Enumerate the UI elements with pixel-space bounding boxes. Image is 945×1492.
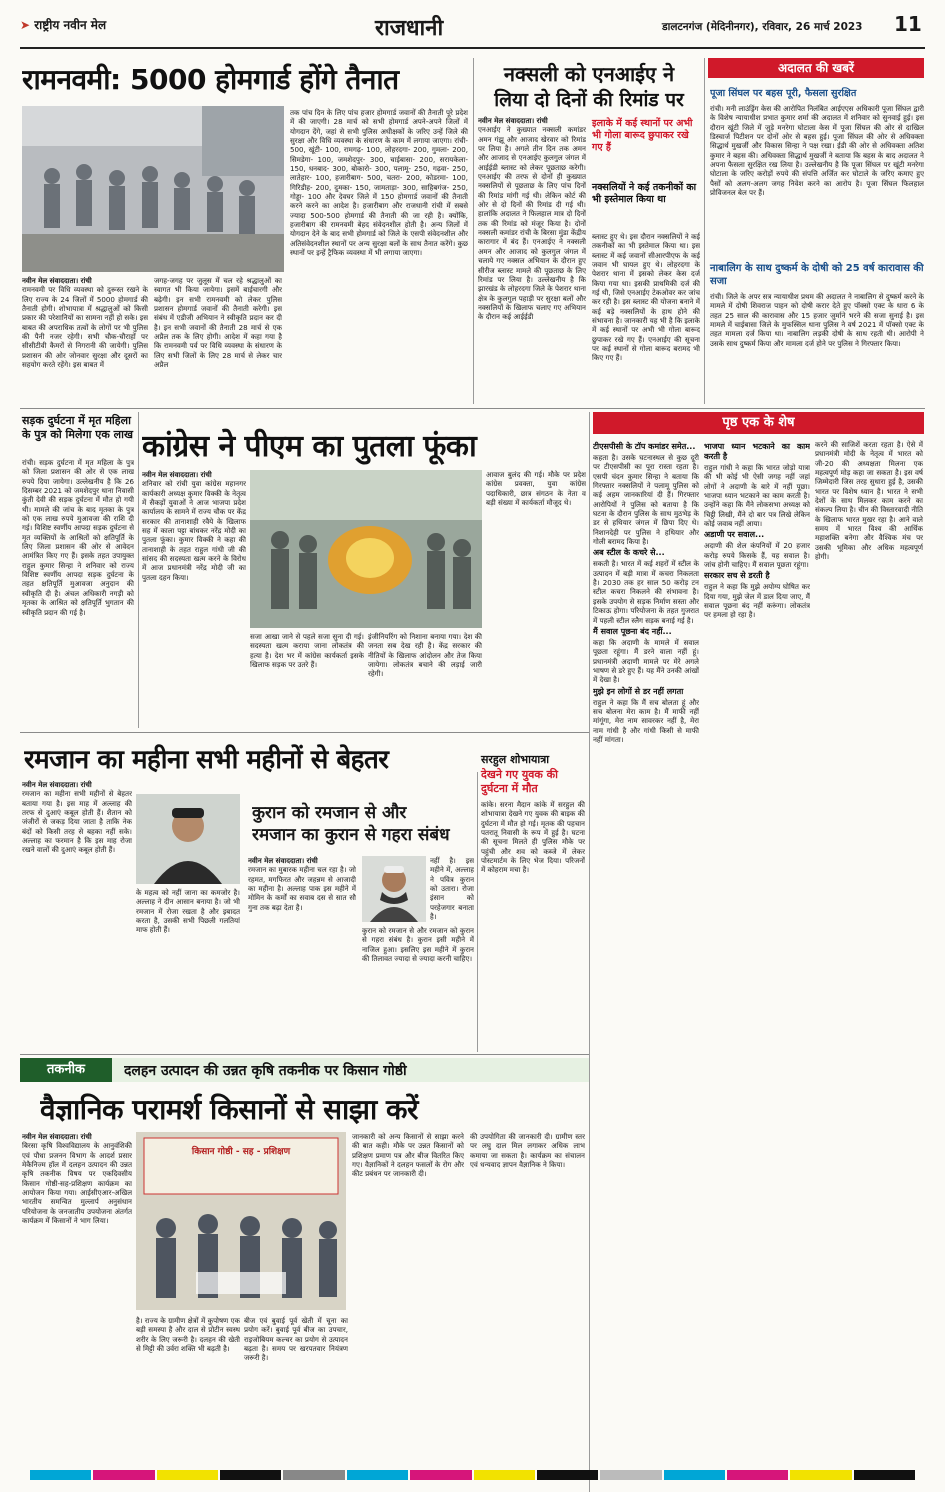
swatch-magenta [727, 1470, 788, 1480]
agri-byline: नवीन मेल संवाददाता। रांची [22, 1132, 92, 1141]
divider [20, 1054, 589, 1055]
ramzan-headline: रमजान का महीना सभी महीनों से बेहतर [24, 745, 389, 775]
agri-col1-text: बिरसा कृषि विश्वविद्यालय के आनुवंशिकी एवं पौधा प्रजनन विभाग के आदर्श प्रसार मेकैनिज्म हॉल में दलहन उत्पादन की उन्नत कृषि तकनीक विषय पर एकदिवसीय किसान गोष्ठी-सह-प्रशिक्षण कार्यक्रम का आयोजन किया गया। आईसीएआर-अखिल भारतीय समन्वित मुल्लार्प अनुसंधान परियोजना के जनजातीय उपयोजना अंतर्गत कार्यक्रम में किसानों ने भाग लिया। [22, 1141, 132, 1226]
bird-logo-icon: ➤ [20, 18, 31, 32]
swatch-black [220, 1470, 281, 1480]
ramzan-sub-byline: नवीन मेल संवाददाता। रांची [248, 856, 318, 865]
carryover-col2-title2: अडाणी पर सवाल... [704, 530, 765, 540]
carryover-col2b-text: अदाणी की शेल कंपनियों में 20 हजार करोड़ रुपये किसके हैं, यह सवाल है। जांच होनी चाहिए। मैं सवाल पूछता रहूंगा। [704, 541, 810, 570]
carryover-col1-title2: अब स्टील के कचरे से... [593, 548, 665, 558]
ramzan-cleric-photo [136, 794, 240, 884]
carryover-section-header [593, 412, 924, 434]
carryover-col2 [704, 440, 810, 1464]
agri-tag-text: तकनीक [47, 1062, 85, 1077]
agri-col5: की उपयोगिता की जानकारी दी। ग्रामीण स्तर पर लघु दाल मिल लगाकर अधिक लाभ कमाया जा सकता है। कार्यक्रम का संचालन एवं धन्यवाद ज्ञापन वैज्ञानिक ने किया। [470, 1132, 585, 1170]
carryover-col2-title: भाजपा ध्यान भटकाने का काम करती है [704, 442, 810, 461]
carryover-col1-text: कहता है। उसके घटनास्थल से कुछ दूरी पर टीएसपीसी का पूरा रास्ता रहता है। एसपी चंदन कुमार सिन्हा ने बताया कि गिरफ्तार नक्सलियों ने पलामू पुलिस को कई अहम जानकारियां दी हैं। गिरफ्तार आरोपियों ने पुलिस को बताया है कि घटना के दौरान पुलिस के साथ मुठभेड़ के डर से हथियार जंगल में छिपा दिए थे। निशानदेही पर पुलिस ने हथियार और गोली बरामद किया है। [593, 453, 699, 547]
congress-col4: आवाज बुलंद की गई। मौके पर प्रदेश कांग्रेस प्रवक्ता, युवा कांग्रेस पदाधिकारी, छात्र संगठन के नेता व बड़ी संख्या में कार्यकर्ता मौजूद थे। [486, 470, 586, 508]
ramzan-sub-headline-line1: कुरान को रमजान से और [252, 803, 407, 823]
ramzan-byline: नवीन मेल संवाददाता। रांची [22, 780, 92, 789]
article2-pullquote2: नक्सलियों ने कई तकनीकों का भी इस्तेमाल किया था [592, 182, 697, 205]
cleric-portrait [136, 794, 240, 884]
court-news-header [708, 58, 924, 78]
article1-headline: रामनवमी: 5000 होमगार्ड होंगे तैनात [22, 63, 399, 96]
divider [473, 58, 474, 404]
article1-col1 [22, 276, 148, 402]
divider [20, 732, 589, 733]
agri-photo-banner: किसान गोष्ठी - सह - प्रशिक्षण [191, 1147, 291, 1157]
agri-headline: वैज्ञानिक परामर्श किसानों से साझा करें [40, 1093, 418, 1126]
agri-col4: जानकारी को अन्य किसानों से साझा करने की बात कही। मौके पर उन्नत किसानों को प्रशिक्षण प्रमाण पत्र और बीज वितरित किए गए। वैज्ञानिकों ने दलहन फसलों के रोग और कीट प्रबंधन पर जानकारी दी। [352, 1132, 464, 1179]
article1-col2-text: जगह-जगह पर जुलूस में चल रहे श्रद्धालुओं का स्वागत भी किया जायेगा। इसमें बाईचारगी और बढ़ेगी। इन सभी रामनवमी को लेकर पुलिस प्रशासन होमगार्ड जवानों की तैनाती करेगी। इस संबंध में एडीजी अभियान ने स्वीकृति प्रदान कर दी है। इन सभी जवानों की तैनाती 28 मार्च से एक अप्रैल तक के लिए होगी। आदेश में कहा गया है कि रामनवमी पर्व पर विधि व्यवस्था के संधारण के लिए सभी जिलों के लिए 28 मार्च से लेकर चार अप्रैल [154, 276, 282, 370]
carryover-col2c-text: राहुल ने कहा कि मुझे अयोग्य घोषित कर दिया गया, मुझे जेल में डाल दिया जाए, मैं सवाल पूछना बंद नहीं करूंगा। लोकतंत्र पर हमला हो रहा है। [704, 582, 810, 620]
ramzan-imam-photo [362, 856, 426, 922]
accident-headline: सड़क दुर्घटना में मृत महिला के पुत्र को मिलेगा एक लाख [22, 414, 133, 441]
accident-text: रांची। सड़क दुर्घटना में मृत महिला के पुत्र को जिला प्रशासन की ओर से एक लाख रुपये दिया जायेगा। उल्लेखनीय है कि 26 दिसम्बर 2021 को जमशेदपुर थाना निवासी कुंती देवी की सड़क दुर्घटना में मौत हो गयी थी। मामले की जांच के बाद मृतका के पुत्र को एक लाख रुपये मुआवजा की राशि दी गई। विशिष्ट स्वर्णीय आपदा सड़क दुर्घटना से मृत व्यक्तियों के आश्रितों को क्षतिपूर्ति के लिए जिला प्रशासन की ओर से आवेदन आमंत्रित किए गए हैं। इसके तहत उपायुक्त राहुल कुमार सिन्हा ने शनिवार को राज्य विशिष्ट स्वर्णीय आपदा सड़क दुर्घटना के तहत क्षतिपूर्ति मुआवजा अनुदान की स्वीकृति दी है। अंचल अधिकारी नगड़ी को मृतका के आश्रित को क्षतिपूर्ति भुगतान की स्वीकृति प्रदान की गई है। [22, 458, 134, 617]
court-news-s2-text: रांची। जिले के अपर सत्र न्यायाधीश प्रथम की अदालत ने नाबालिग से दुष्कर्म करने के मामले में दोषी शिवराज पाहन को दोषी करार देते हुए पॉक्सो एक्ट के धारा 6 के तहत 25 साल की कारावास और 15 हजार जुर्माने भरने की सजा सुनाई है। इस मामले में चाईबासा जिले के मुफस्सिल थाना पुलिस ने वर्ष 2021 में पॉक्सो एक्ट के तहत मामला दर्ज किया था। नाबालिग लड़की दोषी के साथ रहती थी। आरोपी ने उसके साथ दुष्कर्म किया और मामला दर्ज होने पर पुलिस ने गिरफ्तार किया। [710, 292, 924, 348]
congress-photo [250, 470, 482, 628]
swatch-cyan [30, 1470, 91, 1480]
court-news-s1-text: रांची। मनी लाउंड्रिंग केस की आरोपित निलंबित आईएएस अधिकारी पूजा सिंघल द्वारी के विशेष न्यायाधीश प्रभात कुमार शर्मा की अदालत में शनिवार को सुनवाई हुई। इस दौरान खूंटी जिले में जुड़े मनरेगा घोटाला केस में पूजा सिंघल की ओर से दाखिल डिस्चार्ज पिटीशन पर दोनों ओर से बहस हुई। पूजा सिंघल की ओर से अधिवक्ता सिद्धार्थ मुखर्जी और विकास सिन्हा ने पक्ष रखा। ईडी की ओर से अधिवक्ता अतिश कुमार ने बहस की। अधिवक्ता सिद्धार्थ मुखर्जी ने बताया कि बहस के बाद अदालत ने अपना फैसला सुरक्षित रख लिया है। उल्लेखनीय है कि पूजा सिंघल पर खूंटी मनरेगा घोटाला के जरिए करोड़ों रुपये की संपत्ति अर्जित कर घोटाले के जरिए कमाए हुए पैसों को अलग-अलग जगह निवेश करने का आरोप है। पूजा सिंघल फिलहाल प्रोविजनल बेल पर हैं। [710, 104, 924, 198]
swatch-cyan [347, 1470, 408, 1480]
article2-byline: नवीन मेल संवाददाता। रांची [478, 116, 548, 125]
agri-kicker: दलहन उत्पादन की उन्नत कृषि तकनीक पर किसान गोष्ठी [124, 1063, 407, 1079]
ramzan-col3-text: रमजान का मुबारक महीना चल रहा है। जो रहमत, मगफिरत और जहन्नम से आजादी का महीना है। अल्लाह पाक इस महीने में मोमिन के कर्मों का सवाब दस से सात सौ गुना तक बढ़ा देता है। [248, 865, 356, 912]
article2-col1 [478, 116, 586, 402]
carryover-col1-title: टीएसपीसी के टॉप कमांडर समेत... [593, 442, 696, 451]
congress-col2: सजा आखा जाने से पहले सजा सुना दी गई। सदस्यता खत्म कराया जाना लोकतंत्र की हत्या है। देश भर में कांग्रेस कार्यकर्ता इसके खिलाफ सड़क पर उतरे हैं। [250, 632, 364, 670]
swatch-magenta [410, 1470, 471, 1480]
color-registration-bar [30, 1470, 915, 1480]
congress-col3: इंजीनियरिंग को निशाना बनाया गया। देश की जनता सब देख रही है। केंद्र सरकार की नीतियों के खिलाफ आंदोलन और तेज किया जायेगा। लोकतंत्र बचाने की लड़ाई जारी रहेगी। [368, 632, 482, 679]
court-news-s1-headline: पूजा सिंघल पर बहस पूरी, फैसला सुरक्षित [710, 88, 857, 99]
article1-col2 [154, 276, 282, 402]
carryover-col2-text: राहुल गांधी ने कहा कि भारत जोड़ो यात्रा की भी कोई भी ऐसी जगह नहीं जहां लोगों ने अदाणी के बारे में नहीं पूछा। भाजपा ध्यान भटकाने का काम करती है। उन्होंने कहा कि मैंने लोकसभा अध्यक्ष को चिट्ठी लिखी, मैंने दो बार पत्र लिखे लेकिन कोई जवाब नहीं आया। [704, 463, 810, 529]
swatch-yellow [157, 1470, 218, 1480]
carryover-col1-title3: मैं सवाल पूछना बंद नहीं... [593, 626, 672, 636]
court-news-header-text: अदालत की खबरें [778, 61, 854, 75]
article2-headline-line1: नक्सली को एनआईए ने [503, 62, 675, 86]
ramzan-col1-text: रमजान का महीना सभी महीनों से बेहतर बताया गया है। इस माह में अल्लाह की तरफ से दुआएं कबूल होती हैं। शैतान को जंजीरों से जकड़ दिया जाता है ताकि नेक बंदों को किसी तरह से बहका नहीं सके। अल्लाह का फरमान है कि इस माह रोजा रखने वालों की दुआएं कबूल होती हैं। [22, 789, 132, 855]
divider [704, 58, 705, 404]
masthead [20, 6, 925, 46]
paper-name: राष्ट्रीय नवीन मेल [34, 18, 107, 32]
ramzan-col3 [248, 856, 356, 1050]
divider [477, 772, 478, 1052]
swatch-magenta [93, 1470, 154, 1480]
article2-col2-text: ब्लास्ट हुए थे। इस दौरान नक्सलियों ने कई तकनीकों का भी इस्तेमाल किया था। इस ब्लास्ट में कई जवानों सीआरपीएफ के कई जवान भी घायल हुए थे। लोहरदगा के पेशरार थाना में इसको लेकर केस दर्ज किया गया था। इसकी प्राथमिकी दर्ज की गई थी, जिसे एनआईए टेकओवर कर जांच कर रही है। इस ब्लास्ट की योजना बनाने में कई बड़े नक्सलियों के हाथ होने की संभावना है। जानकारी यह भी है कि इलाके में कई स्थानों पर अभी भी गोला बारूद छुपाकर रखे गए हैं। एनआईए की सूचना पर कई स्थानों से गोला बारूद बरामद भी किए गए हैं। [592, 232, 700, 363]
effigy-burning-photo [250, 470, 482, 628]
ramzan-sub-headline-line2: रमजान का कुरान से गहरा संबंध [252, 825, 450, 845]
court-news-s2-headline: नाबालिग के साथ दुष्कर्म के दोषी को 25 वर्ष कारावास की सजा [710, 263, 924, 287]
swatch-yellow [790, 1470, 851, 1480]
divider [589, 412, 590, 1492]
ramzan-col1 [22, 780, 132, 1050]
carryover-col1 [593, 440, 699, 1464]
section-name: राजधानी [375, 16, 444, 41]
carryover-section-header-text: पृष्ठ एक के शेष [722, 415, 795, 430]
article1-byline: नवीन मेल संवाददाता। रांची [22, 276, 92, 285]
congress-byline: नवीन मेल संवाददाता। रांची [142, 470, 212, 479]
article2-pullquote1: इलाके में कई स्थानों पर अभी भी गोला बारूद छुपाकर रखे गए हैं [592, 118, 693, 153]
article1-col1-text: रामनवमी पर विधि व्यवस्था को दुरूस्त रखने के लिए राज्य के 24 जिलों में 5000 होमगार्ड की तैनाती होगी। शोभायात्रा में श्रद्धालुओं को किसी प्रकार की परेशानियों का सामना नहीं हो सके। इस बाबत की अपराधिक तत्वों के लोगों पर भी पुलिस की पैनी नजर रहेगी। सभी चौक-चौराहों पर सीसीटीवी कैमरों से निगरानी की जायेगी। पुलिस प्रशासन की ओर जोनवार सुरक्षा और दूसरों का सहयोग करते रहेंगे। इस बाबत में [22, 285, 148, 370]
carryover-col3: करने की साजिशें करता रहता है। ऐसे में प्रधानमंत्री मोदी के नेतृत्व में भारत को जी-20 की अध्यक्षता मिलना एक महत्वपूर्ण मोड़ कहा जा सकता है। इस वर्ष जिम्मेदारी जिस तरह सुधारा हुई है, उसकी भारत पर विशेष ध्यान है। भारत ने सभी देशों के साथ मिलकर काम करने का संकल्प लिया है। चीन की विस्तारवादी नीति के खिलाफ भारत मुखर रहा है। आने वाले समय में भारत विश्व की आर्थिक महाशक्ति बनेगा और वैश्विक मंच पर उसकी भूमिका और अधिक महत्वपूर्ण होगी। [815, 440, 923, 562]
congress-col1-text: शनिवार को रांची युवा कांग्रेस महानगर कार्यकारी अध्यक्ष कुमार विक्की के नेतृत्व में सैकड़ों युवाओं ने आज भाजपा प्रदेश कार्यालय के सामने में राज्य चौक पर केंद्र सरकार की तानाशाही रवैये के खिलाफ सह में काला पट्टा बांधकर नरेंद्र मोदी का पुतला फूंका। कुमार विक्की ने कहा की तानाशाही के तहत राहुल गांधी जी की सांसद की सदस्यता खत्म करने के विरोध में आज प्रधानमंत्री नरेंद्र मोदी जी का पुतला दहन किया। [142, 479, 246, 582]
carryover-col2-title3: सरकार सच से डरती है [704, 571, 770, 581]
swatch-black [537, 1470, 598, 1480]
ramzan-col4: कुरान को रमजान से और रमजान को कुरान से गहरा संबंध है। कुरान इसी महीने में नाजिल हुआ। इसलिए इस महीने में कुरान की तिलावत ज्यादा से ज्यादा करनी चाहिए। [362, 926, 474, 964]
masthead-rule [20, 47, 925, 49]
imam-portrait [362, 856, 426, 922]
carryover-col1-title4: मुझे इन लोगों से डर नहीं लगता [593, 686, 684, 696]
divider [138, 412, 139, 728]
swatch-grey [600, 1470, 661, 1480]
carryover-col1c-text: कहा कि अदाणी के मामले में सवाल पूछता रहूंगा। मैं डरने वाला नहीं हूं। प्रधानमंत्री अदाणी मामले पर मेरे अगले भाषण से डरे हुए हैं। यह मैंने उनकी आंखों में देखा है। [593, 637, 699, 685]
article2-col1-text: एनआईए ने कुख्यात नक्सली कमांडर अमन गंझू और आजाद खेरवार को रिमांड पर लिया है। अगले तीन दिन तक अमन और आजाद से एनआईए कुलगुल जंगल में आईईडी ब्लास्ट को लेकर पूछताछ करेगी। एनआईए की तरफ से दोनों ही कुख्यात नक्सलियों से पूछताछ के लिए पांच दिनों की रिमांड मांगी गई थी। लेकिन कोर्ट की ओर से दो दिनों की रिमांड दी गई थी। हालांकि अदालत ने फिलहाल मात्र दो दिनों तक की रिमांड को मंजूर किया है। दोनों नक्सली कमांडर रांची के बिरसा मुंडा केंद्रीय कारागार में बंद हैं। एनआईए ने नक्सली अमन और आजाद को कुलगुल जंगल में चलाये गए नक्सल अभियान के दौरान हुए सीरीज ब्लास्ट मामले की पूछताछ के लिए रिमांड पर लिया है। उल्लेखनीय है कि झारखंड के लोहरदगा जिले के पेशरार थाना क्षेत्र के कुलगुल पहाड़ी पर सुरक्षा बलों और नक्सलियों के खिलाफ चलाए गए अभियान के दौरान कई आईईडी [478, 125, 586, 322]
congress-col1 [142, 470, 246, 726]
carryover-col1b-text: सकती है। भारत में कई शहरों में स्टील के उत्पादन में बड़ी मात्रा में कचरा निकलता है। 2030 तक हर साल 50 करोड़ टन स्टील कचरा निकलने की संभावना है। इसके उपयोग से सड़क निर्माण सस्ता और टिकाऊ होगा। परियोजना के तहत गुजरात में पहली स्टील स्लैग सड़क बनाई गई है। [593, 559, 699, 625]
paper-logo [20, 16, 106, 33]
agri-col1 [22, 1132, 132, 1464]
agri-photo [136, 1132, 346, 1310]
sarhul-headline-line1: सरहुल शोभायात्रा [481, 753, 550, 766]
ramzan-col5: नहीं है। इस महीने में, अल्लाह ने पवित्र कुरान को उतारा। रोजा इंसान को परहेजगार बनाता है। [430, 856, 474, 922]
sarhul-text: कांके। सरना मैदान कांके में सरहुल की शोभायात्रा देखने गए युवक की बाइक की दुर्घटना में मौत हो गई। मृतक की पहचान पतरातू निवासी के रूप में हुई है। घटना की सूचना मिलते ही पुलिस मौके पर पहुंची और शव को कब्जे में लेकर पोस्टमार्टम के लिए भेज दिया। परिजनों में कोहराम मचा है। [481, 800, 585, 875]
congress-headline: कांग्रेस ने पीएम का पुतला फूंका [142, 429, 477, 464]
swatch-yellow [474, 1470, 535, 1480]
agri-col2: है। राज्य के ग्रामीण क्षेत्रों में कुपोषण एक बड़ी समस्या है और दाल से प्रोटीन स्वस्थ शरीर के लिए जरूरी है। दलहन की खेती से मिट्टी की उर्वरा शक्ति भी बढ़ती है। [136, 1316, 240, 1354]
sarhul-headline-line2: देखने गए युवक की दुर्घटना में मौत [481, 768, 558, 795]
ramzan-col2: के महत्व को नहीं जाना का कमजोर है। अल्लाह ने दीन आसान बनाया है। जो भी रमजान में रोजा रखता है और इबादत करता है, उसकी सभी पिछली गलतियां माफ होती हैं। [136, 888, 240, 935]
divider [20, 408, 925, 409]
dateline: डालटनगंज (मेदिनीनगर), रविवार, 26 मार्च 2023 [662, 21, 863, 33]
article1-col3 [290, 108, 468, 402]
page-number: 11 [894, 12, 922, 36]
carryover-col1d-text: राहुल ने कहा कि मैं सच बोलता हूं और सच बोलना मेरा काम है। मैं माफी नहीं मांगूंगा, मेरा नाम सावरकर नहीं है, मेरा नाम गांधी है और गांधी किसी से माफी नहीं मांगता। [593, 697, 699, 744]
agri-col3: बीज एवं बुवाई पूर्व खेती में चूना का प्रयोग करें। बुवाई पूर्व बीज का उपचार, राइजोबियम कल्चर का प्रयोग से उत्पादन बढ़ता है। समय पर खरपतवार नियंत्रण जरूरी है। [244, 1316, 348, 1363]
swatch-grey [283, 1470, 344, 1480]
article2-col2 [592, 232, 700, 402]
article2-headline-line2: लिया दो दिनों की रिमांड पर [494, 89, 684, 111]
article1-col3-text: तक पांच दिन के लिए पांच हजार होमगार्ड जवानों की तैनाती पूरे प्रदेश में की जाएगी। 28 मार्च को सभी होमगार्ड अपने-अपने जिलों में योगदान देंगे, जहां से सभी पुलिस अधीक्षकों के जरिए उन्हें जिले की सुरक्षा और विधि व्यवस्था के संधारण के काम में लगाया जाएगा। रांची- 500, खूंटी- 100, रामगढ़- 100, लोहरदगा- 200, गुमला- 200, सिमडेगा- 100, जमशेदपुर- 300, चाईबासा- 200, सरायकेला- 150, धनबाद- 300, बोकारो- 300, पलामू- 250, गढ़वा- 250, लातेहार- 100, हजारीबाग- 500, चतरा- 200, कोडरमा- 100, गिरिडीह- 200, दुमका- 150, जामताड़ा- 300, साहिबगंज- 250, गोड्डा- 100 और देवघर जिले में 150 होमगार्ड जवानों की तैनाती करने करने का आदेश है। हजारीबाग और राजधानी रांची में सबसे ज्यादा 500-500 होमगार्ड की तैनाती की जा रही है। क्योंकि, हजारीबाग की रामनवमी बेहद संवेदनशील होती है। अन्य जिलों में योगदान देने के बाद सभी होमगार्ड को जिले के एसपी संवेदनशील और अतिसंवेदनशील स्थानों पर अन्य सुरक्षा बलों के साथ तैनात करेंगे। कुछ स्थानों पर इन्हें ट्रैफिक व्यवस्था में भी लगाया जाएगा। [290, 108, 468, 258]
swatch-black [854, 1470, 915, 1480]
swatch-cyan [664, 1470, 725, 1480]
kisan-goshthi-photo [136, 1132, 346, 1310]
agri-tag [20, 1058, 112, 1082]
article1-photo [22, 106, 284, 272]
homeguard-march-photo [22, 106, 284, 272]
